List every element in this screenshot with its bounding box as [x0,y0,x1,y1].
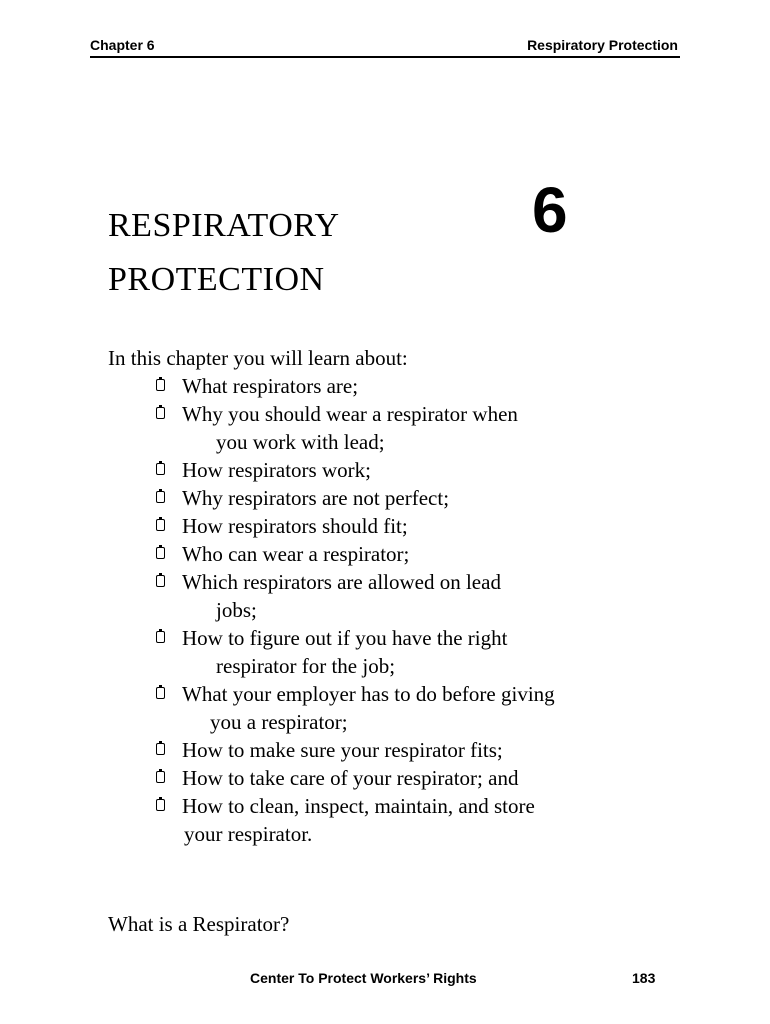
list-item [154,400,674,456]
list-item [154,484,674,512]
checkbox-icon [156,407,165,419]
footer-publisher: Center To Protect Workers’ Rights [250,970,477,986]
list-item [154,680,674,736]
checkbox-icon [156,575,165,587]
checkbox-icon [156,379,165,391]
checkbox-icon [156,687,165,699]
list-item-continuation: your respirator. [184,822,313,846]
list-item [154,456,674,484]
checkbox-icon [156,463,165,475]
list-item-text: Why respirators are not perfect; [182,486,450,510]
list-item [154,540,674,568]
list-item [154,512,674,540]
list-item [154,624,674,680]
list-item-text: Who can wear a respirator; [182,542,410,566]
intro-heading: In this chapter you will learn about: [108,346,408,370]
list-item-text: How to figure out if you have the right [182,626,508,650]
checkbox-icon [156,631,165,643]
list-item-text: How to make sure your respirator fits; [182,738,503,762]
checkbox-icon [156,743,165,755]
list-item-text: What respirators are; [182,374,359,398]
header-chapter-label: Chapter 6 [90,37,155,53]
checkbox-icon [156,799,165,811]
list-item-text: How respirators should fit; [182,514,408,538]
chapter-title [108,199,340,307]
checkbox-icon [156,491,165,503]
list-item-text: What your employer has to do before giving [182,682,555,706]
header-section-title: Respiratory Protection [527,37,678,53]
list-item [154,568,674,624]
learning-objectives-list [154,372,674,848]
chapter-title-line-1: RESPIRATORY [108,207,340,244]
running-header [90,36,680,58]
list-item [154,736,674,764]
list-item-continuation: jobs; [216,598,257,622]
list-item-text: How to clean, inspect, maintain, and store [182,794,535,818]
list-item-text: How respirators work; [182,458,371,482]
section-heading: What is a Respirator? [108,912,290,936]
list-item-text: Why you should wear a respirator when [182,402,518,426]
list-item-continuation: respirator for the job; [216,654,396,678]
checkbox-icon [156,519,165,531]
page-number: 183 [632,970,656,986]
chapter-number: 6 [532,174,568,246]
chapter-title-line-2: PROTECTION [108,261,325,298]
list-item-continuation: you work with lead; [216,430,385,454]
list-item [154,792,674,848]
checkbox-icon [156,547,165,559]
list-item [154,372,674,400]
checkbox-icon [156,771,165,783]
list-item [154,764,674,792]
list-item-text: Which respirators are allowed on lead [182,570,501,594]
list-item-continuation: you a respirator; [210,710,348,734]
list-item-text: How to take care of your respirator; and [182,766,519,790]
